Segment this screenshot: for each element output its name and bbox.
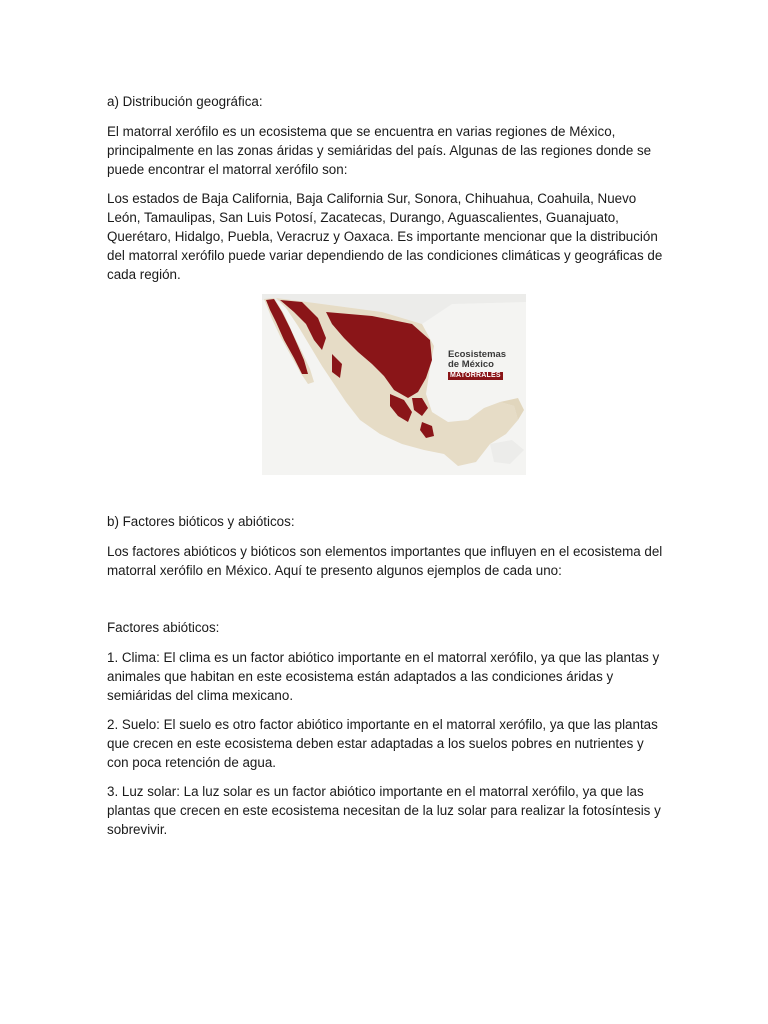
abiotic-factor-suelo: 2. Suelo: El suelo es otro factor abiótico importante en el matorral xerófilo, ya que las plantas que crecen en este ecosistema deben estar adaptadas a los suelos pobres en nutrientes y con poca retención de agua. <box>107 717 658 770</box>
map-category-tag: MATORRALES <box>450 372 501 379</box>
section-a-heading: a) Distribución geográfica: <box>107 94 263 109</box>
section-b-heading: b) Factores bióticos y abióticos: <box>107 514 295 529</box>
mexico-ecosystems-map <box>262 294 526 475</box>
section-b-intro: Los factores abióticos y bióticos son elementos importantes que influyen en el ecosistema del matorral xerófilo en México. Aquí te presento algunos ejemplos de cada uno: <box>107 544 663 578</box>
map-legend <box>448 350 506 380</box>
map-graphic <box>262 294 526 475</box>
map-title-line-1: Ecosistemas <box>448 349 507 360</box>
document-body <box>107 92 667 849</box>
abioticos-heading: Factores abióticos: <box>107 620 220 635</box>
abiotic-factor-clima: 1. Clima: El clima es un factor abiótico importante en el matorral xerófilo, ya que las plantas y animales que habitan en este ecosistema están adaptados a las condiciones áridas y semiáridas del clima mexicano. <box>107 650 660 703</box>
section-a-paragraph-2: Los estados de Baja California, Baja California Sur, Sonora, Chihuahua, Coahuila, Nuevo León, Tamaulipas, San Luis Potosí, Zacatecas, Durango, Aguascalientes, Guanajuato, Querétaro, Hidalgo, Puebla, Veracruz y Oaxaca. Es importante mencionar que la distribución del matorral xerófilo puede variar dependiendo de las condiciones climáticas y geográficas de cada región. <box>107 191 663 282</box>
section-a-paragraph-1: El matorral xerófilo es un ecosistema que se encuentra en varias regiones de México, principalmente en las zonas áridas y semiáridas del país. Algunas de las regiones donde se puede encontrar el matorral xerófilo son: <box>107 124 652 177</box>
map-title-line-2: de México <box>448 359 494 370</box>
abiotic-factor-luz-solar: 3. Luz solar: La luz solar es un factor abiótico importante en el matorral xerófilo, ya que las plantas que crecen en este ecosistema necesitan de la luz solar para realizar la fotosíntesis y sobrevivir. <box>107 784 661 837</box>
